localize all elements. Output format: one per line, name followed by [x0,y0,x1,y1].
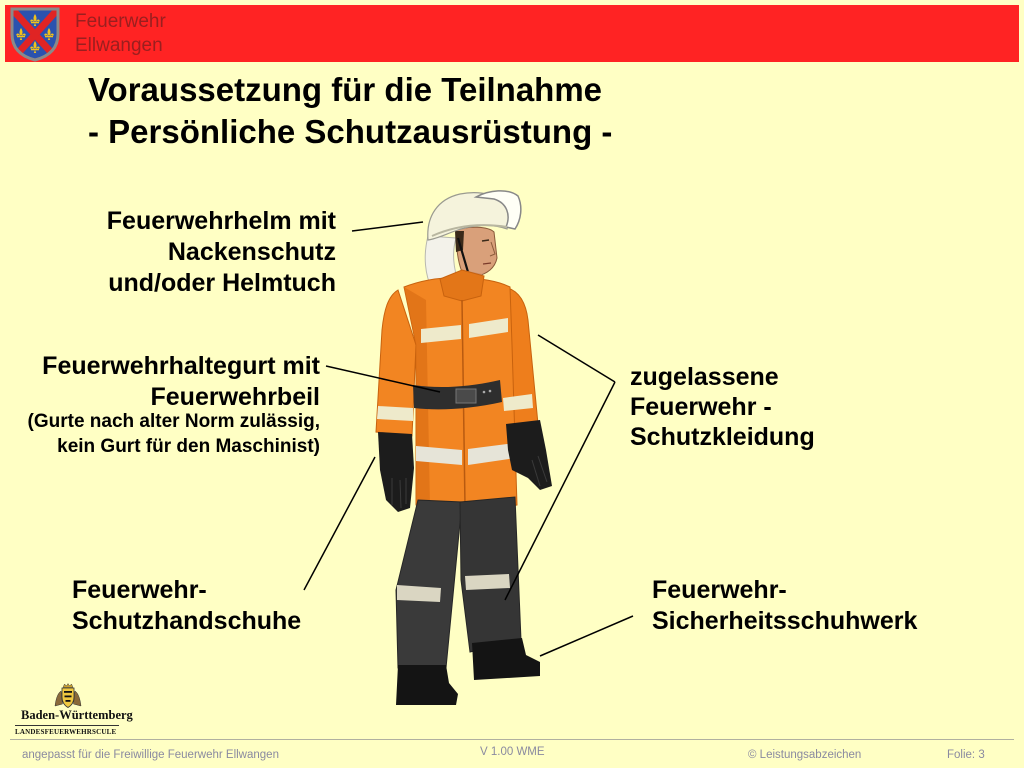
eye [482,240,489,241]
label-belt-note-line-2: kein Gurt für den Maschinist) [57,436,320,457]
title-line-1: Voraussetzung für die Teilnahme [88,71,603,108]
arm-stripe-right [503,394,533,411]
label-belt-note [28,409,320,459]
jacket-right-arm [504,288,538,426]
nose [490,242,495,256]
state-crest-icon [50,683,86,709]
label-gloves-line-1: Feuerwehr- [72,576,207,604]
label-gloves-line-2: Schutzhandschuhe [72,607,302,635]
label-clothing-line-1: zugelassene [630,363,779,391]
helmet-visor [476,191,521,229]
helmet-rim [432,225,507,236]
chest-stripe-right [469,318,508,338]
label-clothing-line-2: Feuerwehr - [630,393,772,421]
belt [413,380,502,409]
helmet-shell [428,193,511,240]
pants-stripe-right [465,574,510,590]
slide-title [88,69,612,153]
hair [455,231,464,252]
label-belt-note-line-1: (Gurte nach alter Norm zulässig, [27,411,320,432]
belt-rivet [489,390,492,393]
belt-rivet [483,391,486,394]
right-leg [460,497,521,652]
left-leg [396,500,462,668]
label-helmet-line-1: Feuerwehrhelm mit [106,207,336,235]
left-glove-fingers [392,478,406,508]
leader-line-belt [326,366,440,392]
city-crest-icon [9,6,61,62]
left-boot [396,665,458,705]
jacket-collar [440,270,484,301]
chin-strap [458,238,482,279]
label-boots-line-1: Feuerwehr- [652,576,787,604]
org-name-line-2: Ellwangen [75,35,163,56]
org-name-line-1: Feuerwehr [75,11,166,32]
slide-number: Folie: 3 [947,749,985,761]
right-boot [472,638,540,680]
leader-line-clothing-pants [505,382,615,600]
hem-stripe-right [468,443,516,465]
right-glove [506,420,552,490]
jacket-left-arm [376,290,416,436]
left-glove [378,432,414,512]
jacket-body [404,278,517,510]
label-belt-line-1: Feuerwehrhaltegurt mit [42,352,320,380]
neck [463,270,482,286]
label-helmet [107,206,336,299]
label-boots-line-2: Sicherheitsschuhwerk [652,607,918,635]
footer-copyright: © Leistungsabzeichen [748,749,862,761]
label-belt [42,351,320,413]
org-name [75,10,166,58]
label-belt-line-2: Feuerwehrbeil [150,383,320,411]
hem-stripe-left [416,446,462,465]
state-name: Baden-Württemberg [21,708,133,722]
leader-line-gloves [304,457,375,590]
belt-buckle [456,389,476,403]
face [456,227,497,276]
label-clothing-line-3: Schutzkleidung [630,423,815,451]
footer-note: angepasst für die Freiwillige Feuerwehr Ellwangen [22,749,279,761]
arm-stripe-left [377,406,413,421]
footer-divider [10,739,1014,740]
jacket-zipper [462,300,465,506]
right-glove-fingers [532,456,547,486]
leader-line-helmet [352,222,423,231]
label-helmet-line-2: Nackenschutz [167,238,336,266]
chest-stripe-left [421,325,461,343]
jacket-shade [404,287,430,506]
state-logo-divider [15,725,119,726]
footer-version: V 1.00 WME [480,746,545,758]
label-clothing [630,362,815,452]
label-gloves [72,575,301,637]
title-line-2: - Persönliche Schutzausrüstung - [88,113,613,150]
mouth [483,263,491,264]
label-boots [652,575,917,637]
leader-line-clothing-jacket [538,335,615,382]
label-helmet-line-3: und/oder Helmtuch [108,269,336,297]
neck-shield [425,236,459,289]
school-name: LANDESFEUERWEHRSCULE [15,728,117,736]
leader-line-boots [540,616,633,656]
pants-stripe-left [397,585,441,602]
